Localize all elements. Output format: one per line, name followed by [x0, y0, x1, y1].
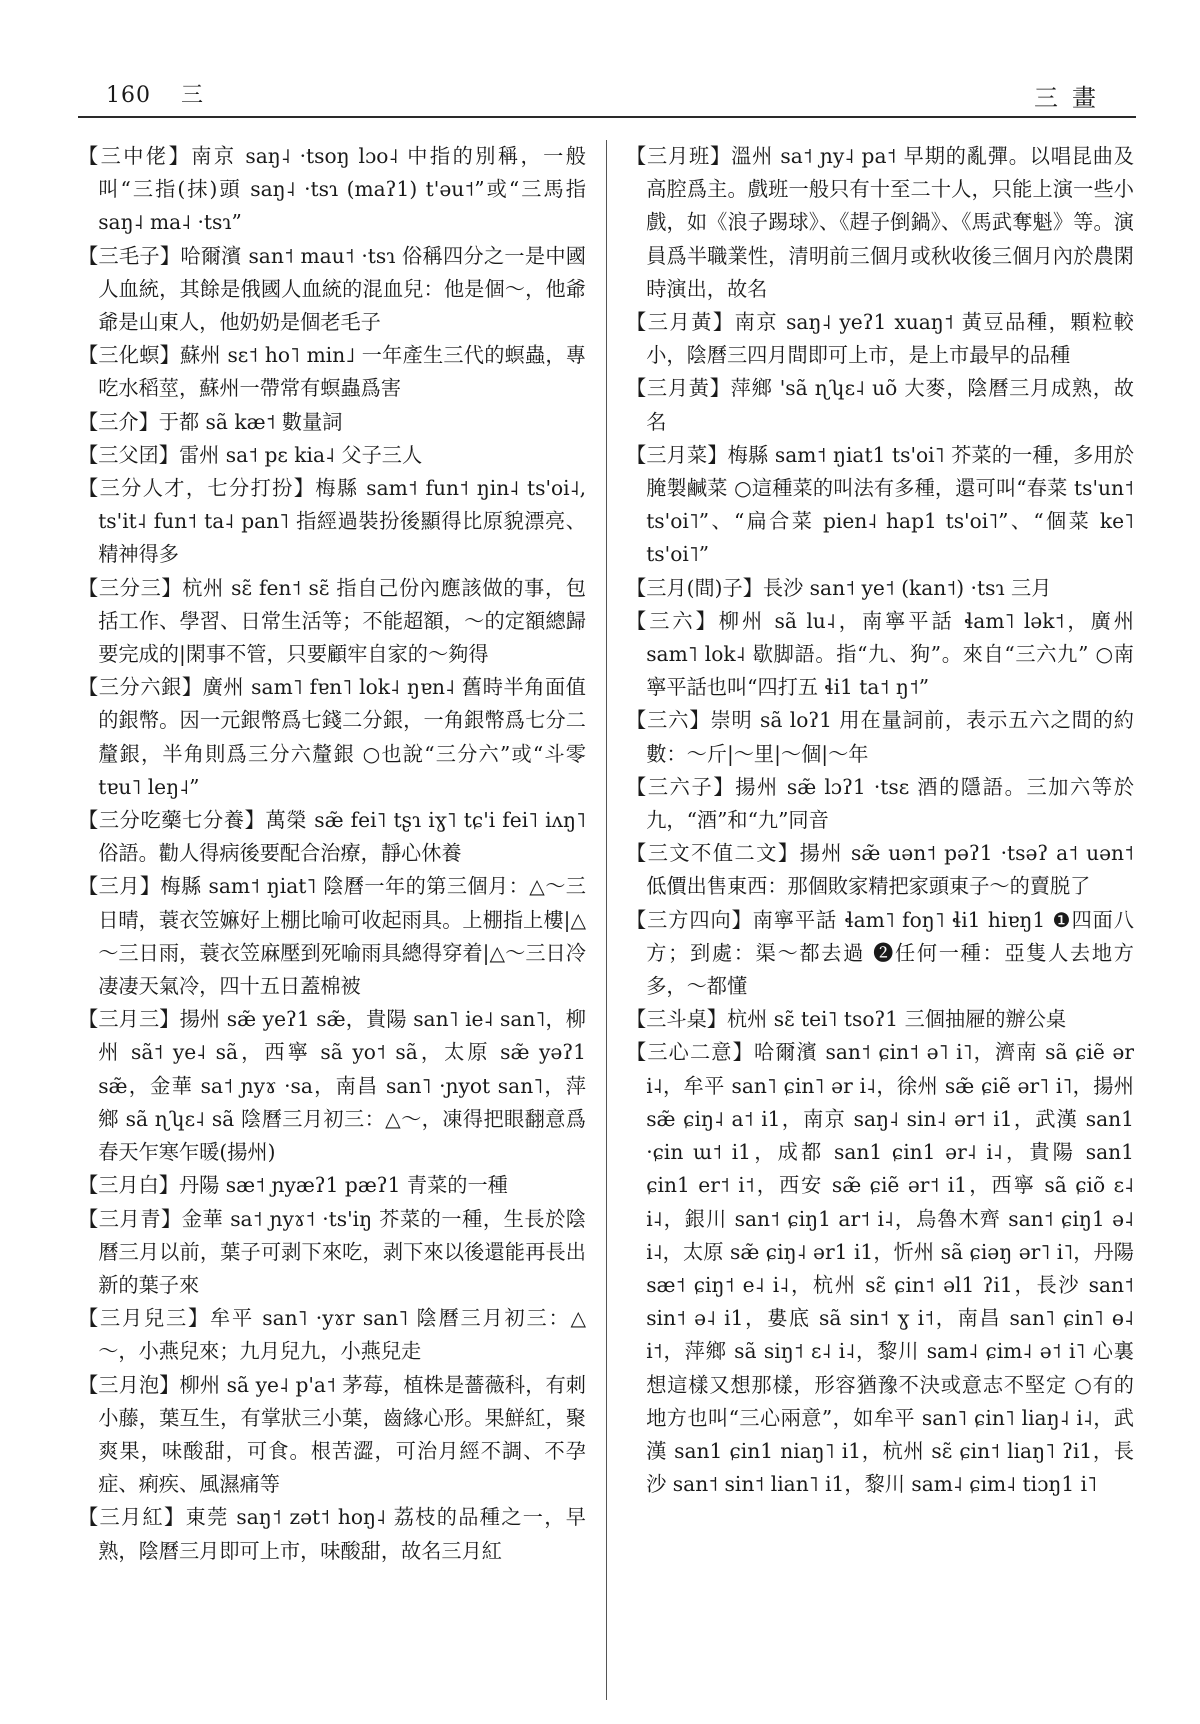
entry: 【三月(間)子】長沙 san˦ ye˦ (kan˦) ·tsɿ 三月 — [626, 575, 1052, 600]
header-rule — [78, 116, 1136, 118]
entry: 【三月班】溫州 sa˦ ɲy˨ pa˦ 早期的亂彈。以唱昆曲及高腔爲主。戲班一般只有十至二十人，只能上演一些小戲，如《浪子踢球》、《趕子倒鍋》、《馬武奪魁》等。演員爲半職業性，清明前三個月或秋收後三個月內於農閑時演出，故名 — [626, 144, 1134, 301]
left-column — [78, 140, 586, 1700]
page-number-group — [106, 78, 226, 109]
entry: 【三月黃】南京 saŋ˨ yeʔ1 xuaŋ˦ 黃豆品種，顆粒較小，陰曆三四月間即可上市，是上市最早的品種 — [626, 310, 1134, 368]
entry: 【三介】于都 sã kæ˦ 數量詞 — [78, 409, 343, 434]
entry: 【三六】柳州 sã lu˨，南寧平話 ɬam˥ lək˦，廣州 sam˥ lok˨ 歇脚語。指“九、狗”。來自“三六九” ○南寧平話也叫“四打五 ɬi1 ta˦ ŋ˦” — [626, 608, 1134, 700]
entry: 【三中佬】南京 saŋ˨ ·tsoŋ lɔo˨ 中指的別稱，一般叫“三指(抹)頭 saŋ˨ ·tsɿ (maʔ1) t'əu˦”或“三馬指 saŋ˨ ma˨ ·tsɿ” — [78, 144, 586, 235]
right-column — [626, 140, 1134, 1700]
section-title: 三畫 — [1034, 84, 1110, 112]
entry: 【三斗桌】杭州 sɛ̃ tei˥ tsoʔ1 三個抽屜的辦公桌 — [626, 1007, 1067, 1032]
entry: 【三月菜】梅縣 sam˦ ŋiat1 ts'oi˥ 芥菜的一種，多用於腌製鹹菜 ○這種菜的叫法有多種，還可叫“春菜 ts'un˦ ts'oi˥”、“扁合菜 pien˨ hap1 ts'oi˥”、“個菜 ke˥ ts'oi˥” — [626, 442, 1134, 567]
entry: 【三父囝】雷州 sa˦ pɛ kia˨ 父子三人 — [78, 442, 423, 467]
entry: 【三月青】金華 sa˦ ɲyɤ˦ ·ts'iŋ 芥菜的一種，生長於陰曆三月以前，葉子可剥下來吃，剥下來以後還能再長出新的葉子來 — [78, 1206, 586, 1297]
entry: 【三文不值二文】揚州 sæ̃ uən˦ pəʔ1 ·tsəʔ a˦ uən˦ 低價出售東西：那個敗家精把家頭東子～的賣脱了 — [626, 841, 1134, 899]
page-header — [78, 72, 1136, 112]
entry: 【三月泡】柳州 sã ye˨ p'a˦ 茅莓，植株是薔薇科，有刺小藤，葉互生，有掌狀三小葉，齒緣心形。果鮮紅，聚爽果，味酸甜，可食。根苦澀，可治月經不調、不孕症、痢疾、風濕痛等 — [78, 1372, 586, 1497]
entry: 【三分六銀】廣州 sam˥ fɐn˥ lok˨ ŋɐn˨ 舊時半角面值的銀幣。因一元銀幣爲七錢二分銀，一角銀幣爲七分二釐銀，半角則爲三分六釐銀 ○也說“三分六”或“斗零 tɐu˥ leŋ˨” — [78, 675, 586, 799]
entry: 【三月三】揚州 sæ̃ yeʔ1 sæ̃，貴陽 san˥ ie˨ san˥，柳州 sã˦ ye˨ sã，西寧 sã yo˦ sã，太原 sæ̃ yəʔ1 sæ̃，金華 sa˦ ɲyɤ ·sa，南昌 san˥ ·ɲyot san˥，萍鄉 sã ɳʮɛ˨ sã 陰曆三月初三：△～，凍得把眼翻意爲春天乍寒乍暖(揚州) — [78, 1007, 586, 1165]
entry: 【三月黃】萍鄉 'sã ɳʮɛ˨ uõ 大麥，陰曆三月成熟，故名 — [626, 376, 1134, 434]
entry: 【三化螟】蘇州 sɛ˦ ho˥ min˩ 一年產生三代的螟蟲，專吃水稻莖，蘇州一帶常有螟蟲爲害 — [78, 343, 586, 401]
entry: 【三月】梅縣 sam˦ ŋiat˥ 陰曆一年的第三個月：△～三日晴，蓑衣笠嫲好上棚比喻可收起雨具。上棚指上樓|△～三日雨，蓑衣笠麻壓到死喻雨具總得穿着|△～三日冷凄凄天氣冷，四十五日蓋棉被 — [78, 874, 586, 999]
entry: 【三六子】揚州 sæ̃ lɔʔ1 ·tsɛ 酒的隱語。三加六等於九，“酒”和“九”同音 — [626, 774, 1134, 833]
entry: 【三方四向】南寧平話 ɬam˥ foŋ˥ ɬi1 hiɐŋ1 ❶四面八方；到處：渠～都去過 ❷任何一種：亞隻人去地方多，～都懂 — [626, 907, 1134, 999]
entry: 【三月兒三】牟平 san˥ ·yɤr san˥ 陰曆三月初三：△～，小燕兒來；九月兒九，小燕兒走 — [78, 1306, 586, 1364]
page-number: 160 — [106, 83, 151, 108]
entry: 【三月紅】東莞 saŋ˦ zət˦ hoŋ˨ 荔枝的品種之一，早熟，陰曆三月即可上市，味酸甜，故名三月紅 — [78, 1505, 586, 1563]
entry: 【三分吃藥七分養】萬榮 sæ̃ fei˥ tʂɿ iɣ˥ tɕ'i fei˥ iʌŋ˥ 俗語。勸人得病後要配合治療，靜心休養 — [78, 808, 586, 866]
entry: 【三心二意】哈爾濱 san˦ ɕin˦ ə˥ i˥，濟南 sã ɕiẽ ər i˨，牟平 san˥ ɕin˥ ər i˨，徐州 sæ̃ ɕiẽ ər˥ i˥，揚州 sæ̃ ɕiŋ˨ a˦ i1，南京 saŋ˨ sin˨ ər˦ i1，武漢 san1 ·ɕin ɯ˦ i1，成都 san1 ɕin1 ər˨ i˨，貴陽 san1 ɕin1 er˦ i˦，西安 sæ̃ ɕiẽ ər˦ i1，西寧 sã ɕiõ ɛ˨ i˨，銀川 san˦ ɕiŋ1 ar˦ i˨，烏魯木齊 san˦ ɕiŋ1 ə˨ i˨，太原 sæ̃ ɕiŋ˨ ər1 i1，忻州 sã ɕiəŋ ər˥ i˥，丹陽 sæ˦ ɕiŋ˦ e˨ i˨，杭州 sɛ̃ ɕin˦ əl1 ʔi1，長沙 san˦ sin˦ ə˨ i1，婁底 sã sin˦ ɣ i˦，南昌 san˥ ɕin˥ ɵ˨ i˦，萍鄉 sã siŋ˦ ɛ˨ i˨，黎川 sam˨ ɕim˨ ə˦ i˥ 心裏想這樣又想那樣，形容猶豫不決或意志不堅定 ○有的地方也叫“三心兩意”，如牟平 san˥ ɕin˥ liaŋ˨ i˨，武漢 san1 ɕin1 niaŋ˥ i1，杭州 sɛ̃ ɕin˦ liaŋ˥ ʔi1，長沙 san˦ sin˦ lian˥ i1，黎川 sam˨ ɕim˨ tiɔŋ1 i˥ — [626, 1040, 1134, 1497]
entry: 【三月白】丹陽 sæ˦ ɲyæʔ1 pæʔ1 青菜的一種 — [78, 1173, 508, 1198]
column-divider — [606, 140, 607, 1700]
entry: 【三毛子】哈爾濱 san˦ mau˦ ·tsɿ 俗稱四分之一是中國人血統，其餘是俄國人血統的混血兒：他是個～，他爺爺是山東人，他奶奶是個老毛子 — [78, 243, 586, 335]
page-radical: 三 — [181, 83, 205, 108]
entry: 【三分三】杭州 sɛ̃ fen˦ sɛ̃ 指自己份內應該做的事，包括工作、學習、日常生活等；不能超額，～的定額總歸要完成的|閑事不管，只要顧牢自家的～夠得 — [78, 575, 586, 667]
entry: 【三分人才，七分打扮】梅縣 sam˦ fun˦ ŋin˨ ts'oi˨, ts'it˨ fun˦ ta˨ pan˥ 指經過裝扮後顯得比原貌漂亮、精神得多 — [78, 476, 586, 567]
dictionary-body — [78, 140, 1136, 1700]
entry: 【三六】崇明 sã loʔ1 用在量詞前，表示五六之間的約數：～斤|～里|～個|～年 — [626, 708, 1134, 766]
